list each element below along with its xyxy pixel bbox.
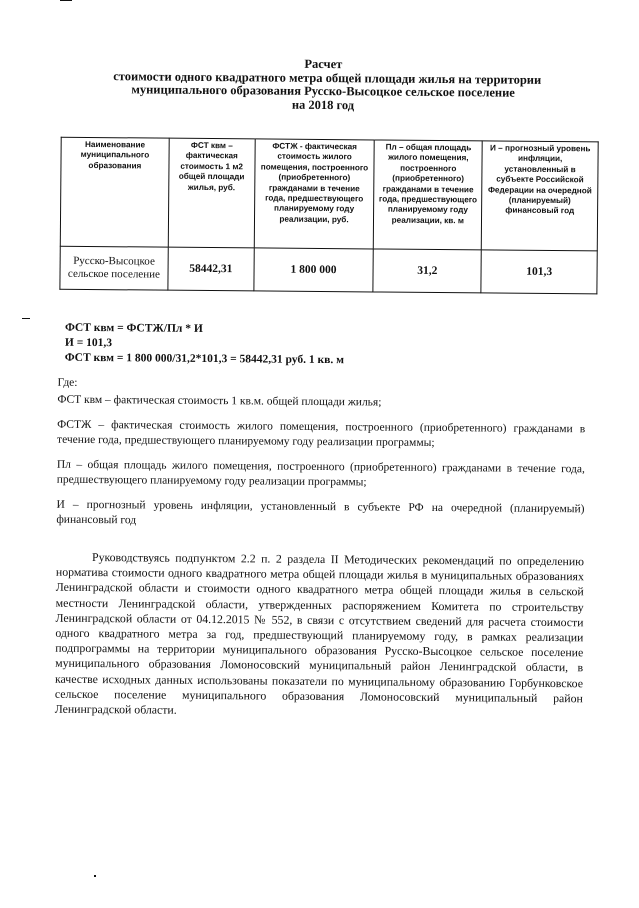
formula-result: ФСТ квм = 1 800 000/31,2*101,3 = 58442,31 руб. 1 кв. м [64,351,344,367]
cell-municipality: Русско-Высоцкое сельское поселение [60,246,168,290]
scan-mark [60,0,72,1]
scan-mark [94,875,96,877]
header-inflation: И – прогнозный уровень инфляции, установленный в субъекте Российской Федерации на очередной (планируемый) финансовый год [481,141,598,251]
cell-area: 31,2 [373,249,481,293]
header-fstzh: ФСТЖ - фактическая стоимость жилого помещения, построенного (приобретенного) гражданами в течение года, предшествующего планируемому году реализации, руб. [254,139,375,249]
title-line-3: муниципального образования Русско-Высоцкое сельское поселение [131,82,515,100]
cell-inflation: 101,3 [481,250,597,294]
definition-area: Пл – общая площадь жилого помещения, построенного (приобретенного) гражданами в течение года, предшествующего планируемому году реализации программы; [56,458,585,489]
body-paragraph: Руководствуясь подпунктом 2.2 п. 2 раздела II Методических рекомендаций по определению норматива стоимости одного квадратного метра общей площади жилья в муниципальных образованиях Ленинградской области и стоимости одного квадратного метра общей площади жилья в сельской местности Ленинградской области, утвержденных распоряжением Комитета по строительству Ленинградской области от 04.12.2015 № 552, в связи с отсутствием сведений для расчета стоимости одного квадратного метра за год, предшествующий планируемому году, в рамках реализации подпрограммы на территории муниципального образования Русско-Высоцкое сельское поселение муниципального образования Ломоносовский муниципальный район Ленинградской области, в качестве исходных данных использованы показатели по муниципальному образованию Горбунковское сельское поселение муниципального образования Ломоносовский муниципальный район Ленинградской области. [54,550,585,717]
cell-fstzh: 1 800 000 [254,248,374,292]
formula-block [65,321,345,368]
formula-inflation: И = 101,3 [64,336,113,350]
cell-fst-kvm: 58442,31 [168,247,254,291]
definition-fstzh: ФСТЖ – фактическая стоимость жилого помещения, построенного (приобретенного) гражданами в течение года, предшествующего планируемому году реализации программы; [57,418,586,449]
title-line-1: Расчет [304,56,343,72]
document-title [113,56,542,114]
table-header-row [60,137,598,251]
header-municipality: Наименование муниципального образования [60,137,169,247]
definition-fst-kvm: ФСТ квм – фактическая стоимость 1 кв.м. общей площади жилья; [57,393,382,409]
calculation-table [59,137,598,295]
table-row [60,246,597,294]
header-fst-kvm: ФСТ квм – фактическая стоимость 1 м2 общей площади жилья, руб. [168,138,255,248]
scan-mark [22,318,30,319]
definitions-block [56,376,585,543]
title-line-4: на 2018 год [291,97,355,112]
definitions-intro: Где: [57,376,78,389]
formula-main: ФСТ квм = ФСТЖ/Пл * И [65,321,203,335]
definition-inflation: И – прогнозный уровень инфляции, установленный в субъекте РФ на очередной (планируемый) финансовый год [56,498,585,527]
title-line-2: стоимости одного квадратного метра общей площади жилья на территории [113,68,542,87]
header-area: Пл – общая площадь жилого помещения, построенного (приобретенного) гражданами в течение года, предшествующего планируемому году реализации, кв. м [374,140,483,250]
